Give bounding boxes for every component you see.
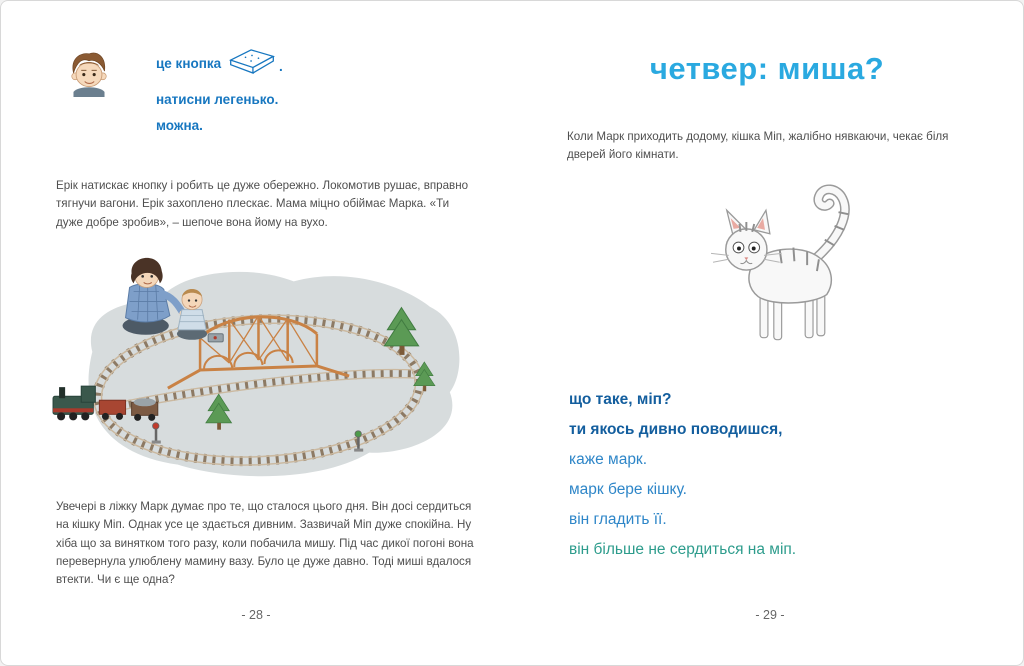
paragraph-2: Увечері в ліжку Марк думає про те, що сталося цього дня. Він досі сердиться на кішку Міп. Однак усе це здається дивним. Зазвичай Міп дуже спокійна. Ну хіба що за винятком того разу, коли побачила мишу. Під час дикої погоні вона перевернула улюблену мамину вазу. Було це дуже давно. Тоді миші вдалося втекти. Чи є ще одна? (56, 500, 474, 587)
chapter-title: четвер: миша? (649, 51, 885, 86)
paragraph-1: Ерік натискає кнопку і робить це дуже обережно. Локомотив рушає, вправно тягнучи вагони. Ерік захоплено плескає. Мама міцно обіймає Марка. «Ти дуже добре зробив», – шепоче вона йому на вухо. (56, 179, 469, 229)
note-line1-period: . (279, 59, 283, 74)
dialogue-line-1: що таке, міп? (569, 391, 672, 408)
dialogue-line-2: ти якось дивно поводишся, (569, 421, 783, 438)
dialogue-line-4: марк бере кішку. (569, 481, 687, 498)
note-line2: натисни легенько. (156, 92, 279, 107)
dialogue-line-6: він більше не сердиться на міп. (569, 541, 797, 558)
standing-cat-illustration (703, 173, 875, 379)
intro-paragraph: Коли Марк приходить додому, кішка Міп, жалібно нявкаючи, чекає біля дверей його кімнати. (567, 130, 949, 162)
note-line3: можна. (156, 118, 203, 133)
button-sketch-icon (227, 45, 279, 82)
note-line1 (156, 56, 221, 71)
dialogue-line-5: він гладить її. (569, 511, 667, 528)
dialogue-block (569, 391, 796, 558)
page-number-right: - 29 - (755, 608, 785, 622)
note-line1-text: це кнопка (156, 56, 222, 71)
page-number-left: - 28 - (241, 608, 271, 622)
dialogue-line-3: каже марк. (569, 451, 648, 468)
toy-train-scene-illustration (47, 241, 475, 498)
boy-head-illustration (63, 47, 115, 102)
